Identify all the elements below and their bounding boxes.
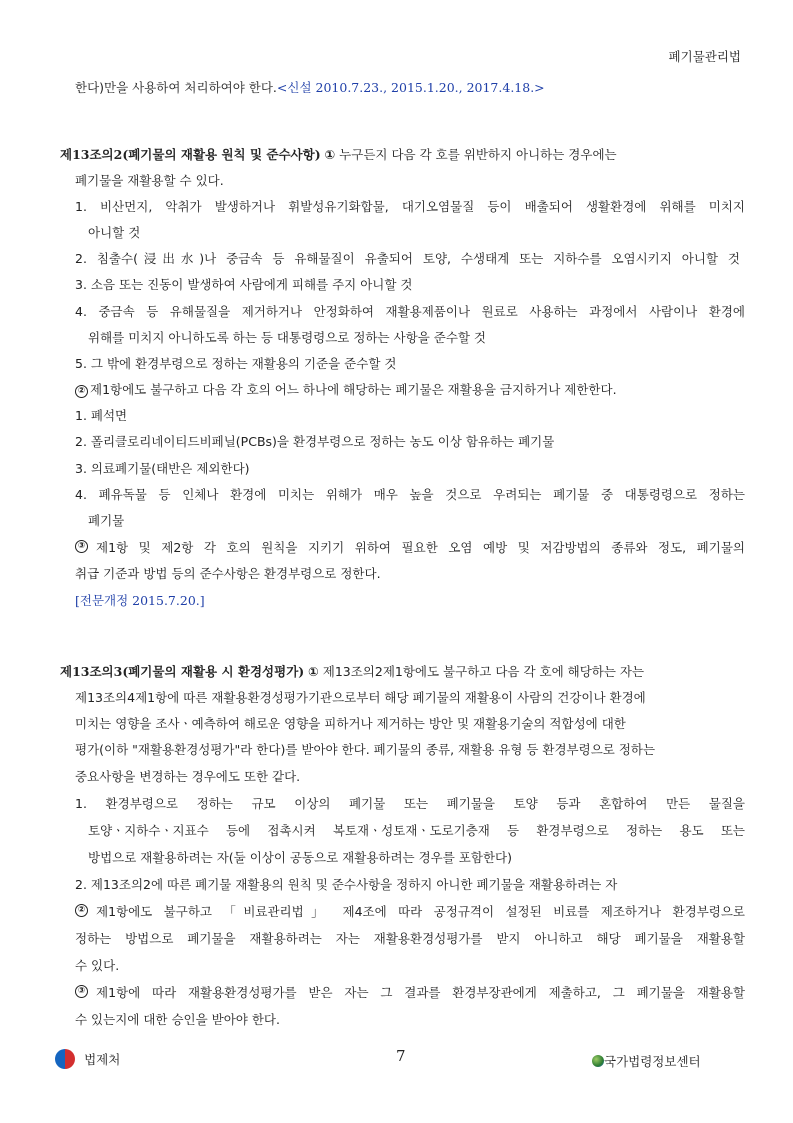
footer-source — [55, 1048, 120, 1069]
paragraph-line: 제13조의4제1항에 따른 재활용환경성평가기관으로부터 해당 폐기물의 재활용이 사람의 건강이나 환경에 — [75, 690, 646, 705]
item-2: 2. 침출수(浸出水)나 중금속 등 유해물질이 유출되어 토양, 수생태계 또는 지하수를 오염시키지 아니할 것 — [75, 251, 740, 266]
paragraph-line: 취급 기준과 방법 등의 준수사항은 환경부령으로 정한다. — [75, 566, 381, 581]
item-2: 2. 제13조의2에 따른 폐기물 재활용의 원칙 및 준수사항을 정하지 아니한 폐기물을 재활용하려는 자 — [75, 877, 618, 892]
paragraph-line: 중요사항을 변경하는 경우에도 또한 같다. — [75, 769, 301, 784]
paragraph-text: 누구든지 다음 각 호를 위반하지 아니하는 경우에는 — [339, 147, 617, 162]
paragraph-text: 제1항에도 불구하고 다음 각 호의 어느 하나에 해당하는 폐기물은 재활용을 금지하거나 제한한다. — [90, 382, 617, 397]
item-3: 3. 의료폐기물(태반은 제외한다) — [75, 461, 250, 476]
globe-icon — [592, 1055, 604, 1067]
item-4: 4. 폐유독물 등 인체나 환경에 미치는 위해가 매우 높을 것으로 우려되는 폐기물 중 대통령령으로 정하는 — [75, 487, 745, 502]
continued-text: 한다)만을 사용하여 처리하여야 한다. — [75, 80, 277, 95]
paragraph-line: 정하는 방법으로 폐기물을 재활용하려는 자는 재활용환경성평가를 받지 아니하고 해당 폐기물을 재활용할 — [75, 931, 745, 946]
page-number: 7 — [396, 1047, 406, 1065]
paragraph-line: 수 있다. — [75, 958, 120, 973]
item-4-cont: 폐기물 — [88, 513, 125, 528]
item-1: 1. 폐석면 — [75, 408, 128, 423]
article-13-3-heading — [60, 664, 644, 680]
item-1: 1. 환경부령으로 정하는 규모 이상의 폐기물 또는 폐기물을 토양 등과 혼합하여 만든 물질을 — [75, 796, 745, 811]
paragraph-number: ① — [324, 147, 336, 162]
paragraph-line: 폐기물을 재활용할 수 있다. — [75, 173, 224, 188]
item-4-cont: 위해를 미치지 아니하도록 하는 등 대통령령으로 정하는 사항을 준수할 것 — [88, 330, 487, 345]
amendment-note[interactable]: [전문개정 2015.7.20.] — [75, 593, 205, 608]
law-name-header: 폐기물관리법 — [668, 49, 741, 64]
center-label: 국가법령정보센터 — [604, 1054, 701, 1069]
article-13-2-heading — [60, 147, 617, 163]
paragraph-number: ② — [75, 904, 88, 917]
paragraph-2 — [75, 904, 745, 920]
paragraph-line: 평가(이하 "재활용환경성평가"라 한다)를 받아야 한다. 폐기물의 종류, 재활용 유형 등 환경부령으로 정하는 — [75, 742, 656, 757]
item-1-cont: 아니할 것 — [88, 225, 141, 240]
item-1-cont: 토양ㆍ지하수ㆍ지표수 등에 접촉시켜 복토재ㆍ성토재ㆍ도로기층재 등 환경부령으로 정하는 용도 또는 — [88, 823, 745, 838]
item-2: 2. 폴리클로리네이티드비페닐(PCBs)을 환경부령으로 정하는 농도 이상 함유하는 폐기물 — [75, 434, 555, 449]
article-title: 제13조의3(폐기물의 재활용 시 환경성평가) — [60, 664, 305, 679]
paragraph-3 — [75, 985, 745, 1001]
item-4: 4. 중금속 등 유해물질을 제거하거나 안정화하여 재활용제품이나 원료로 사용하는 과정에서 사람이나 환경에 — [75, 304, 745, 319]
paragraph-number: ③ — [75, 540, 88, 553]
item-1-cont: 방법으로 재활용하려는 자(둘 이상이 공동으로 재활용하려는 경우를 포함한다) — [88, 850, 512, 865]
article-title: 제13조의2(폐기물의 재활용 원칙 및 준수사항) — [60, 147, 321, 162]
paragraph-text: 제1항에도 불구하고 「비료관리법」 제4조에 따라 공정규격이 설정된 비료를 제조하거나 환경부령으로 — [96, 904, 745, 919]
paragraph-line: 수 있는지에 대한 승인을 받아야 한다. — [75, 1012, 280, 1027]
paragraph-number: ② — [75, 385, 88, 398]
item-1: 1. 비산먼지, 악취가 발생하거나 휘발성유기화합물, 대기오염물질 등이 배출되어 생활환경에 위해를 미치지 — [75, 199, 745, 214]
item-3: 3. 소음 또는 진동이 발생하여 사람에게 피해를 주지 아니할 것 — [75, 277, 413, 292]
paragraph-text: 제1항 및 제2항 각 호의 원칙을 지키기 위하여 필요한 오염 예방 및 저감방법의 종류와 정도, 폐기물의 — [96, 540, 745, 555]
paragraph-text: 제13조의2제1항에도 불구하고 다음 각 호에 해당하는 자는 — [322, 664, 645, 679]
amendment-note[interactable]: <신설 2010.7.23., 2015.1.20., 2017.4.18.> — [276, 80, 545, 95]
paragraph-3 — [75, 540, 745, 556]
paragraph-number: ③ — [75, 985, 88, 998]
source-label: 법제처 — [84, 1051, 121, 1067]
paragraph-line: 미치는 영향을 조사ㆍ예측하여 해로운 영향을 피하거나 제거하는 방안 및 재활용기술의 적합성에 대한 — [75, 716, 626, 731]
paragraph-2 — [75, 382, 617, 398]
item-5: 5. 그 밖에 환경부령으로 정하는 재활용의 기준을 준수할 것 — [75, 356, 397, 371]
paragraph-line — [75, 80, 545, 96]
footer-center-name — [592, 1052, 701, 1070]
paragraph-text: 제1항에 따라 재활용환경성평가를 받은 자는 그 결과를 환경부장관에게 제출하고, 그 폐기물을 재활용할 — [96, 985, 745, 1000]
government-logo-icon — [55, 1049, 75, 1069]
paragraph-number: ① — [308, 664, 319, 679]
